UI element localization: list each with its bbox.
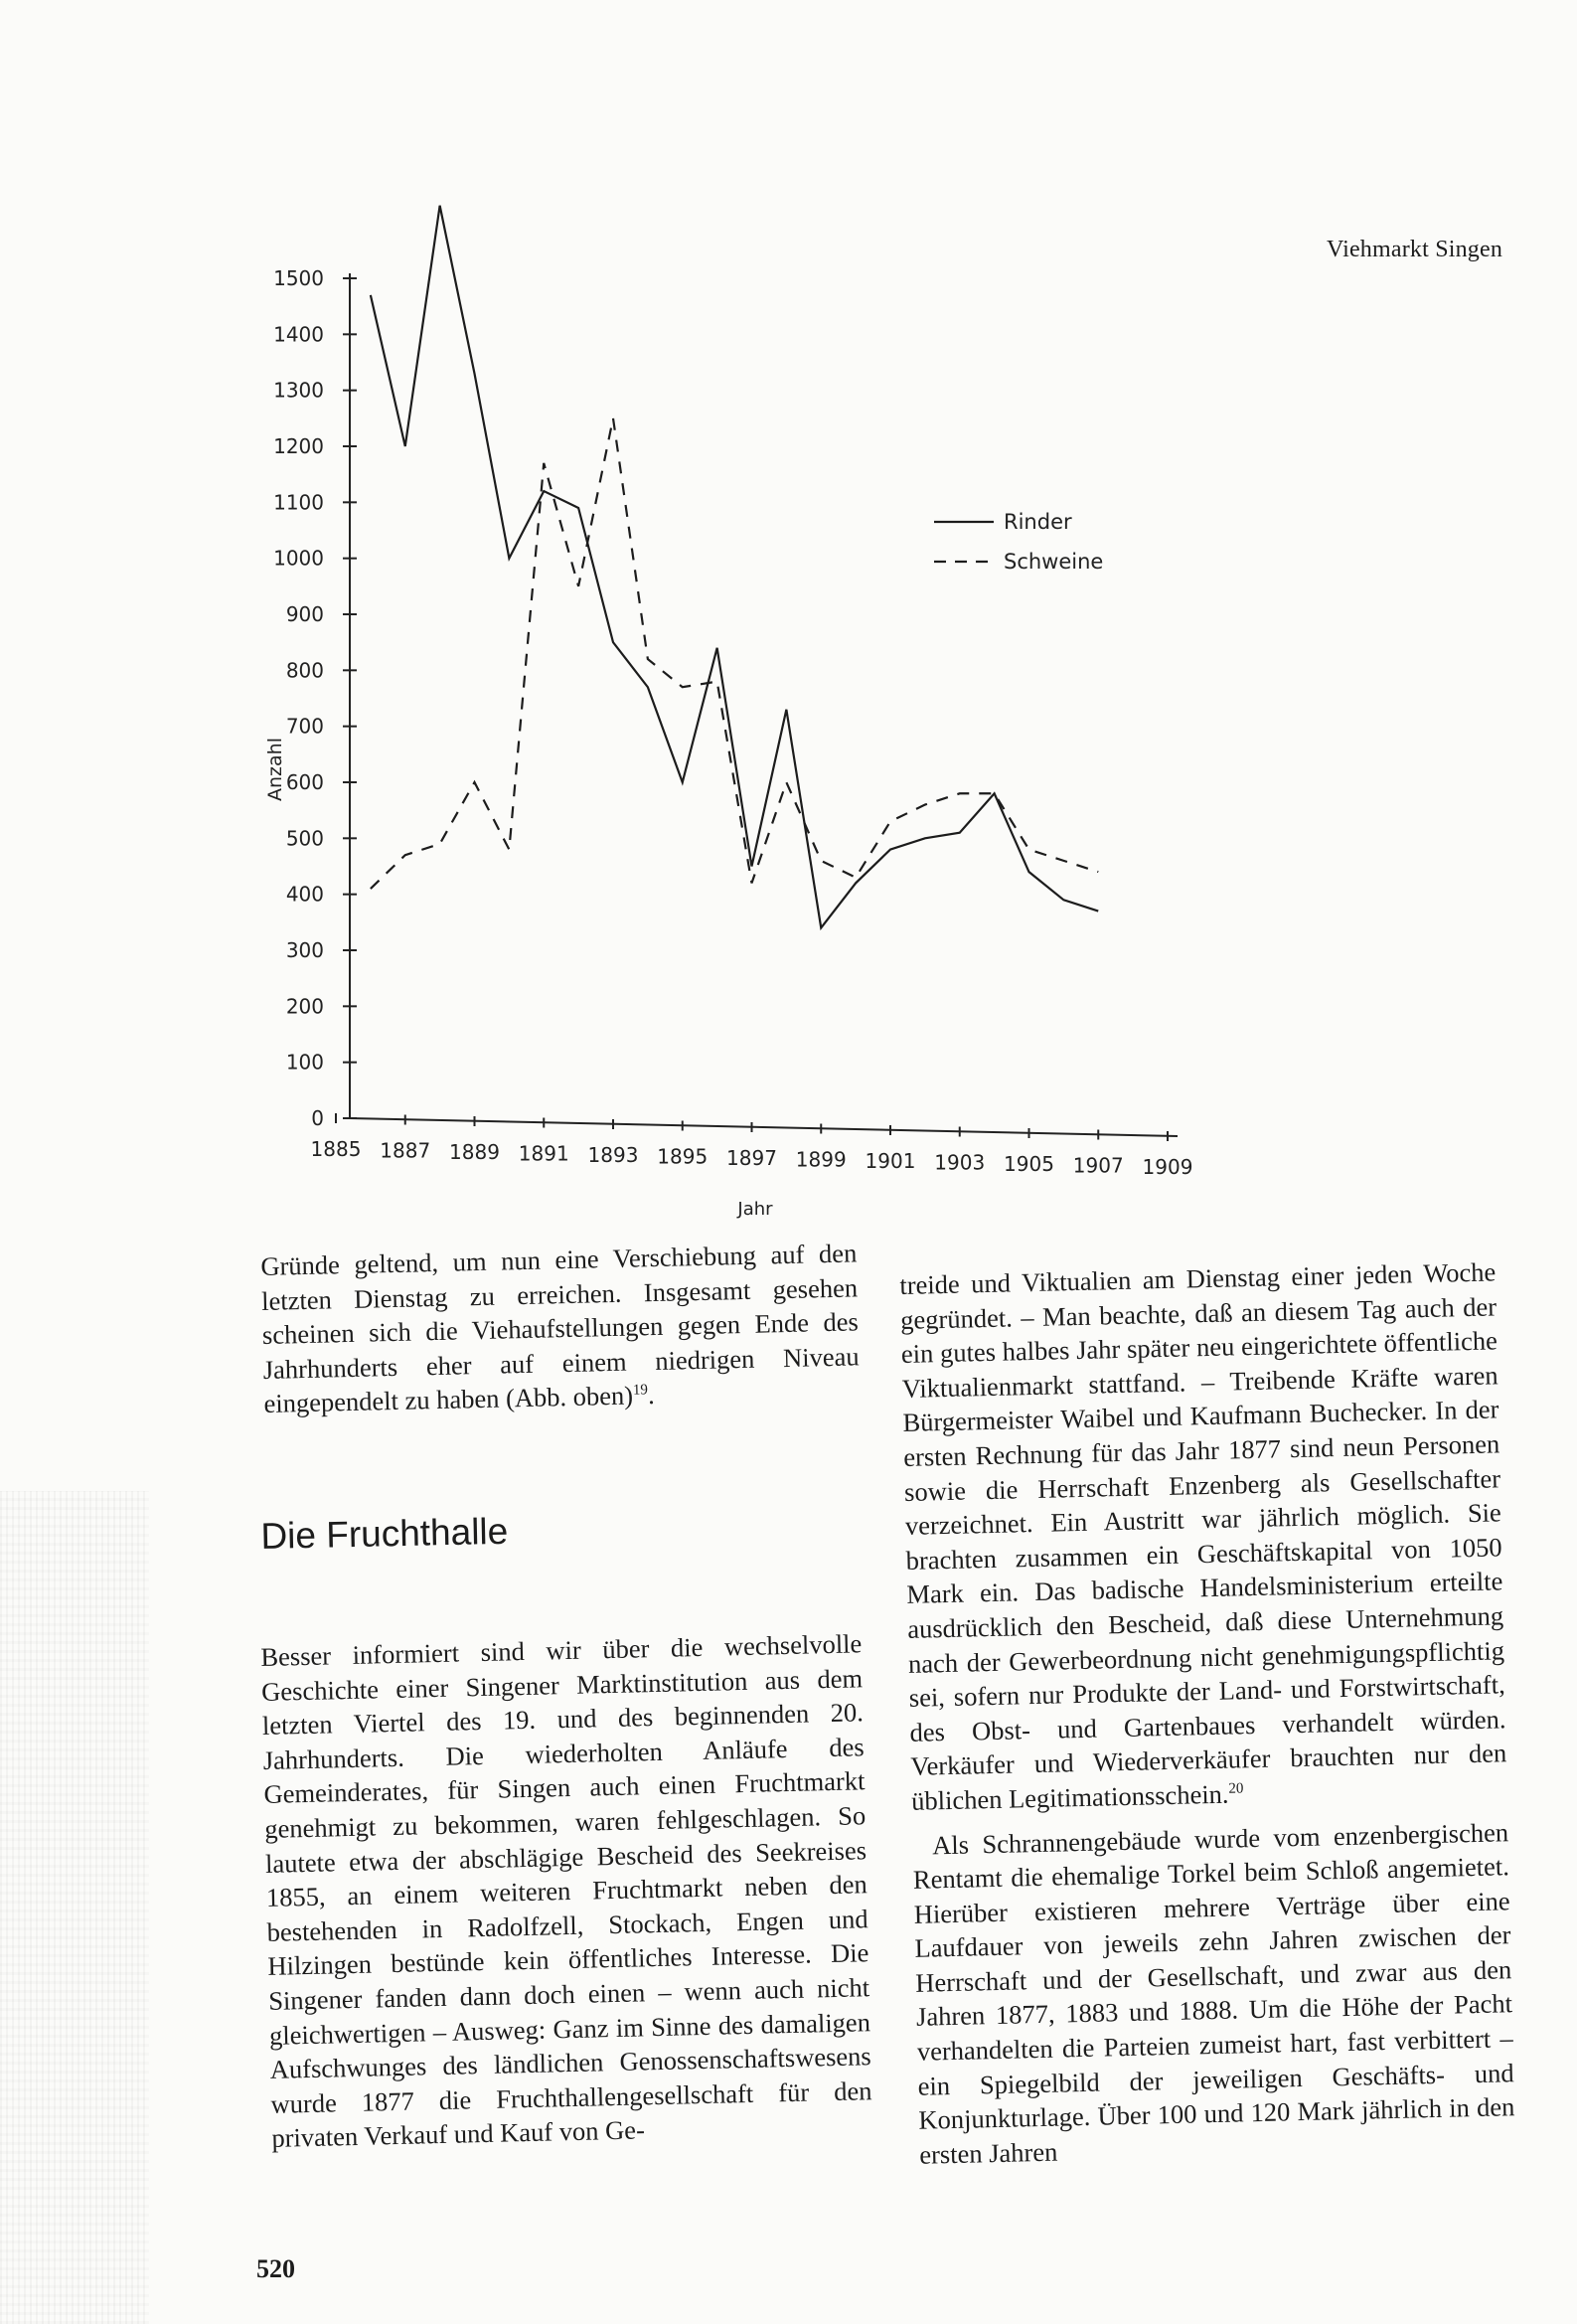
- x-tick-label: 1905: [1004, 1152, 1054, 1176]
- x-axis-label: Jahr: [737, 1199, 773, 1220]
- left-column-bottom: [260, 1626, 873, 2155]
- y-tick-label: 1500: [273, 266, 324, 290]
- footnote-ref: 19: [632, 1382, 649, 1400]
- y-tick-label: 800: [285, 658, 324, 683]
- x-tick-label: 1885: [310, 1137, 362, 1161]
- y-tick-label: 600: [285, 770, 324, 794]
- series-line-rinder: [371, 206, 1098, 928]
- paragraph: Besser informiert sind wir über die wechselvolle Geschichte einer Singener Marktinstitution aus dem letzten Viertel des 19. und des beginnenden 20. Jahrhunderts. Die wiederholten Anläufe des Gemeinderates, für Singen auch einen Fruchtmarkt genehmigt zu bekommen, waren fehlgeschlagen. So lautete etwa der abschlägige Bescheid des Seekreises 1855, an einem weiteren Fruchtmarkt neben den bestehenden in Radolfzell, Stockach, Engen und Hilzingen bestünde kein öffentliches Interesse. Die Singener fanden dann doch einen – wenn auch nicht gleichwertigen – Ausweg: Ganz im Sinne des damaligen Aufschwunges des ländlichen Genossenschaftswesens wurde 1877 die Fruchthallengesellschaft für den privaten Verkauf und Kauf von Ge-: [260, 1628, 872, 2154]
- x-tick-label: 1901: [865, 1149, 916, 1173]
- paragraph: [260, 1236, 861, 1421]
- x-tick-label: 1887: [380, 1138, 431, 1163]
- y-tick-label: 400: [285, 882, 324, 907]
- y-axis-label: Anzahl: [264, 738, 286, 801]
- chart-axes: [350, 273, 1178, 1136]
- x-tick-label: 1897: [726, 1146, 777, 1170]
- x-tick-labels: [311, 1113, 1193, 1179]
- y-tick-label: 1100: [273, 490, 324, 515]
- y-tick-label: 0: [311, 1106, 324, 1130]
- footnote-ref: 20: [1228, 1780, 1244, 1797]
- paragraph-text: Gründe geltend, um nun eine Verschiebung auf den letzten Dienstag zu erreichen. Insgesamt gesehen scheinen sich die Viehaufstellungen gegen Ende des Jahrhunderts eher auf einem niedrigen Niveau eingependelt zu haben (Abb. oben): [260, 1238, 860, 1419]
- left-column-top: [260, 1236, 861, 1421]
- page-number: 520: [256, 2254, 295, 2283]
- paragraph-text: treide und Viktualien am Dienstag einer jeden Woche gegründet. – Man beachte, daß an diesem Tag auch der ein gutes halbes Jahr später neu eingerichtete öffentliche Viktualienmarkt stattfand. – Treibende Kräfte waren Bürgermeister Waibel und Kaufmann Buchecker. In der ersten Rechnung für das Jahr 1877 sind neun Personen sowie die Herrschaft Enzenberg als Gesellschafter verzeichnet. Ein Austritt war jährlich möglich. Sie brachten zusammen ein Geschäftskapital von 1050 Mark ein. Das badische Handelsministerium erteilte ausdrücklich den Bescheid, daß diese Unternehmung nach der Gewerbeordnung nicht genehmigungspflichtig sei, sofern nur Produkte der Land- und Forstwirtschaft, des Obst- und Gartenbaues verhandelt würden. Verkäufer und Wiederverkäufer brauchten nur den üblichen Legitimationsschein.: [899, 1256, 1507, 1816]
- y-tick-label: 100: [285, 1050, 324, 1075]
- y-tick-label: 300: [285, 938, 324, 962]
- y-tick-labels: [273, 266, 357, 1130]
- x-tick-label: 1909: [1142, 1155, 1193, 1179]
- chart-series: [371, 206, 1098, 928]
- x-tick-label: 1889: [449, 1140, 500, 1164]
- x-tick-label: 1891: [518, 1141, 569, 1166]
- x-tick-label: 1903: [934, 1150, 986, 1175]
- y-tick-label: 1200: [273, 434, 324, 458]
- y-tick-label: 700: [285, 714, 324, 739]
- y-tick-label: 1300: [273, 378, 324, 403]
- paragraph-tail: .: [647, 1380, 655, 1411]
- chart-legend: [934, 510, 1103, 574]
- x-tick-label: 1907: [1072, 1153, 1124, 1178]
- y-tick-label: 1000: [273, 546, 324, 571]
- x-tick-label: 1893: [587, 1143, 639, 1167]
- scan-edge-noise: [0, 1491, 149, 2324]
- series-line-schweine: [371, 418, 1098, 889]
- y-tick-label: 1400: [273, 322, 324, 347]
- y-tick-label: 900: [285, 602, 324, 626]
- running-head: Viehmarkt Singen: [1327, 237, 1503, 262]
- y-tick-label: 500: [285, 826, 324, 851]
- y-tick-label: 200: [285, 994, 324, 1019]
- x-tick-label: 1899: [795, 1147, 847, 1172]
- x-tick-label: 1895: [657, 1144, 709, 1169]
- right-column: [899, 1254, 1515, 2172]
- paragraph: Als Schrannengebäude wurde vom enzenbergischen Rentamt die ehemalige Torkel beim Schloß angemietet. Hierüber existieren mehrere Verträge über eine Laufdauer von jeweils zehn Jahren zwischen der Herrschaft und der Gesellschaft, und zwar aus den Jahren 1877, 1883 und 1888. Um die Höhe der Pacht verhandelten die Parteien zumeist hart, fast verbittert – ein Spiegelbild der jeweiligen Geschäfts- und Konjunkturlage. Über 100 und 120 Mark jährlich in den ersten Jahren: [912, 1816, 1515, 2170]
- legend-label: Schweine: [1004, 550, 1104, 574]
- paragraph: [899, 1254, 1507, 1818]
- legend-label: Rinder: [1004, 510, 1072, 534]
- section-heading: Die Fruchthalle: [260, 1510, 509, 1557]
